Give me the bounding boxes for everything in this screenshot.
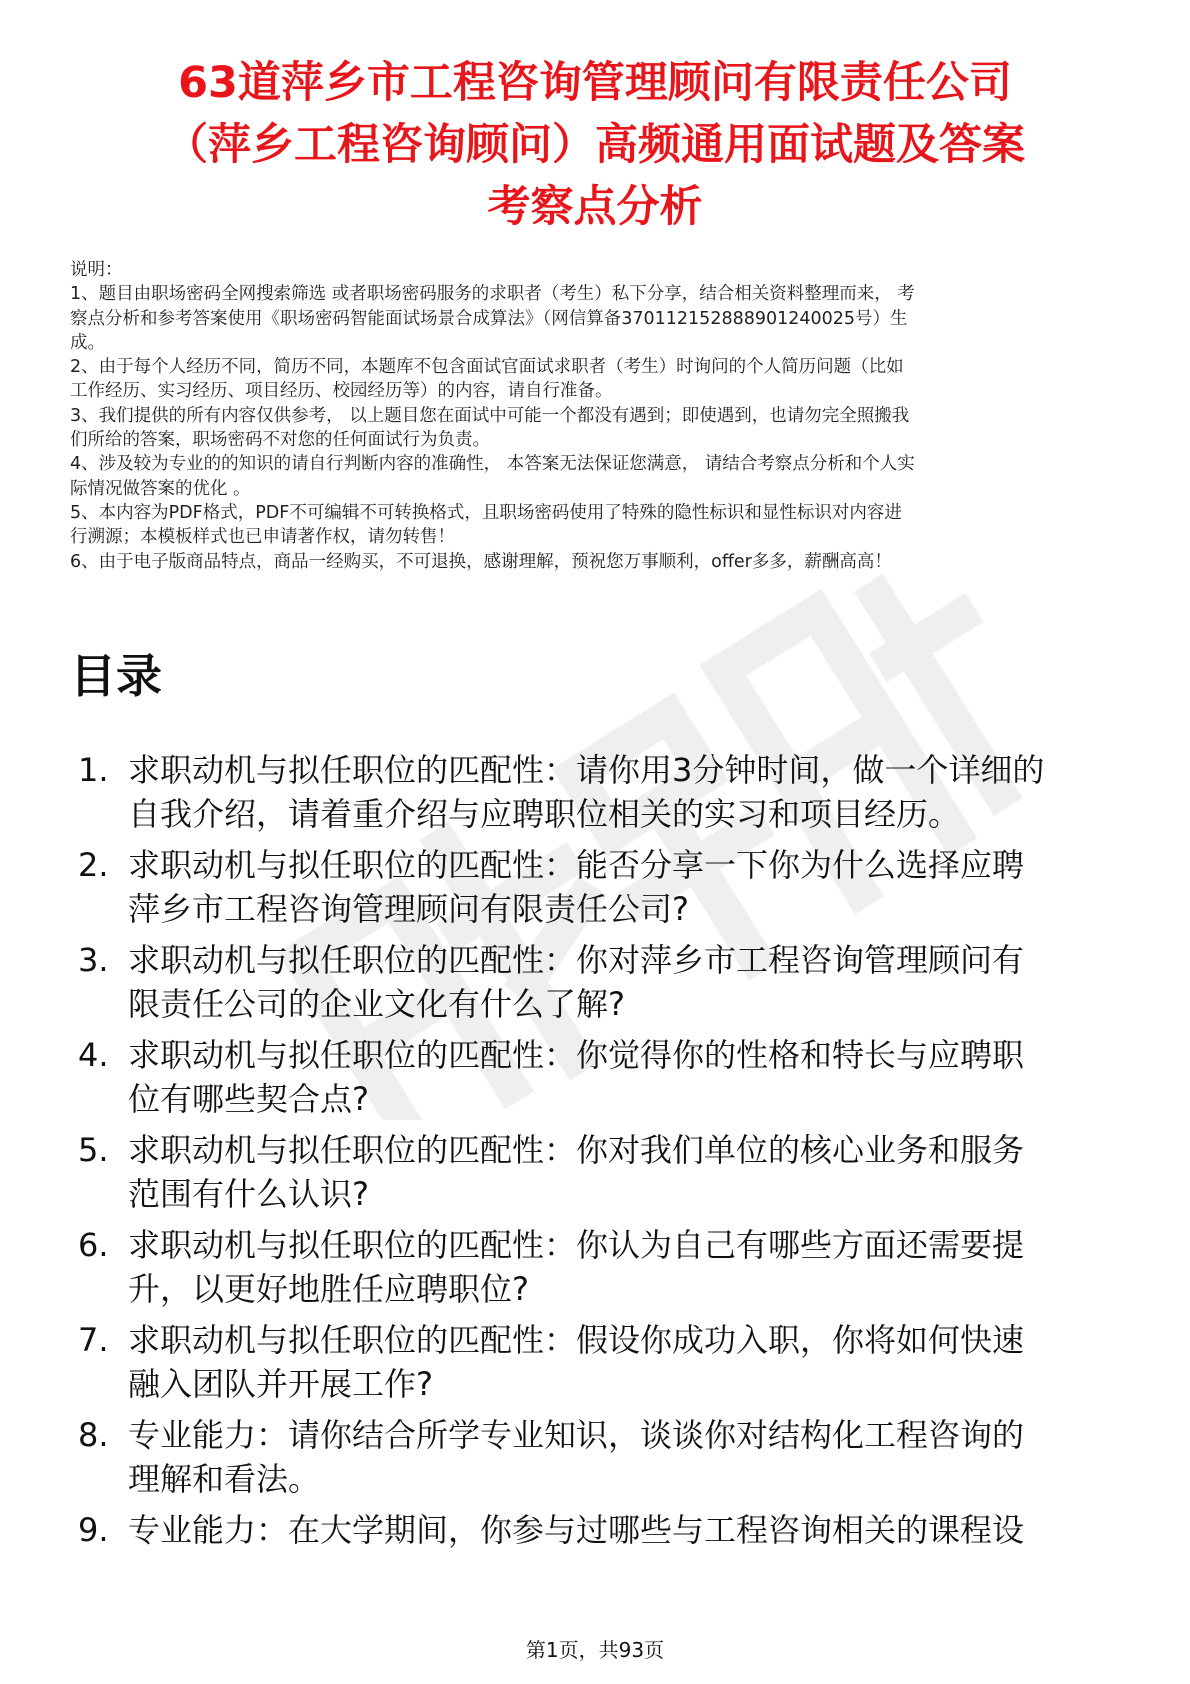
note-line: 6、由于电子版商品特点，商品一经购买，不可退换，感谢理解，预祝您万事顺利，offer多多，薪酬高高！	[70, 551, 892, 572]
toc-item-number: 4.	[78, 1036, 109, 1074]
toc-item-line: 求职动机与拟任职位的匹配性：你对我们单位的核心业务和服务	[128, 1131, 1025, 1169]
note-line: 1、题目由职场密码全网搜索筛选 或者职场密码服务的求职者（考生）私下分享，结合相关资料整理而来， 考	[70, 284, 915, 305]
toc-item-number: 6.	[78, 1226, 109, 1264]
title-line-1: 63道萍乡市工程咨询管理顾问有限责任公司	[178, 58, 1012, 108]
toc-item-7[interactable]	[70, 1318, 1130, 1413]
toc-item-line: 专业能力：在大学期间，你参与过哪些与工程咨询相关的课程设	[128, 1511, 1025, 1549]
toc-item-number: 8.	[78, 1416, 109, 1454]
toc-item-number: 7.	[78, 1321, 109, 1359]
note-line: 3、我们提供的所有内容仅供参考， 以上题目您在面试中可能一个都没有遇到；即使遇到，也请勿完全照搬我	[70, 405, 910, 426]
toc-item-text	[128, 1508, 1128, 1552]
toc-item-line: 融入团队并开展工作?	[128, 1365, 433, 1403]
toc-item-line: 理解和看法。	[128, 1460, 321, 1498]
toc-item-line: 范围有什么认识?	[128, 1175, 369, 1213]
toc-item-3[interactable]	[70, 938, 1130, 1033]
toc-item-text	[128, 1413, 1128, 1501]
note-line: 们所给的答案，职场密码不对您的任何面试行为负责。	[70, 430, 490, 451]
toc-item-text	[128, 1318, 1128, 1406]
toc-item-number: 2.	[78, 846, 109, 884]
toc-item-8[interactable]	[70, 1413, 1130, 1508]
notes-section	[70, 258, 1120, 574]
toc-item-line: 求职动机与拟任职位的匹配性：你觉得你的性格和特长与应聘职	[128, 1036, 1025, 1074]
note-line: 2、由于每个人经历不同，简历不同，本题库不包含面试官面试求职者（考生）时询问的个人简历问题（比如	[70, 357, 904, 378]
toc-item-line: 升，以更好地胜任应聘职位?	[128, 1270, 529, 1308]
toc-item-text	[128, 1128, 1128, 1216]
toc-item-number: 9.	[78, 1511, 109, 1549]
note-line: 说明：	[70, 260, 123, 280]
toc-item-text	[128, 1033, 1128, 1121]
title-line-3: 考察点分析	[487, 182, 703, 232]
note-line: 5、本内容为PDF格式，PDF不可编辑不可转换格式，且职场密码使用了特殊的隐性标识和显性标识对内容进	[70, 502, 902, 523]
toc-item-number: 5.	[78, 1131, 109, 1169]
toc-heading: 目录	[70, 649, 162, 703]
toc-item-6[interactable]	[70, 1223, 1130, 1318]
toc-item-text	[128, 843, 1128, 931]
toc-item-5[interactable]	[70, 1128, 1130, 1223]
toc-item-text	[128, 748, 1128, 836]
toc-item-1[interactable]	[70, 748, 1130, 843]
toc-item-line: 求职动机与拟任职位的匹配性：你认为自己有哪些方面还需要提	[128, 1226, 1025, 1264]
toc-item-number: 3.	[78, 941, 109, 979]
toc-item-text	[128, 1223, 1128, 1311]
toc-item-line: 求职动机与拟任职位的匹配性：假设你成功入职，你将如何快速	[128, 1321, 1025, 1359]
toc-item-9[interactable]	[70, 1508, 1130, 1603]
note-line: 工作经历、实习经历、项目经历、校园经历等）的内容，请自行准备。	[70, 381, 613, 402]
toc-item-line: 求职动机与拟任职位的匹配性：请你用3分钟时间，做一个详细的	[128, 751, 1045, 789]
note-line: 行溯源；本模板样式也已申请著作权，请勿转售！	[70, 527, 455, 548]
toc-item-line: 位有哪些契合点?	[128, 1080, 369, 1118]
note-line: 成。	[70, 332, 105, 353]
note-line: 际情况做答案的优化 。	[70, 478, 251, 499]
toc-item-number: 1.	[78, 751, 109, 789]
toc-item-line: 自我介绍，请着重介绍与应聘职位相关的实习和项目经历。	[128, 795, 961, 833]
page-number-footer: 第1页，共93页	[525, 1638, 665, 1662]
toc-item-text	[128, 938, 1128, 1026]
toc-item-line: 限责任公司的企业文化有什么了解?	[128, 985, 625, 1023]
toc-item-2[interactable]	[70, 843, 1130, 938]
document-title	[60, 52, 1130, 238]
toc-item-line: 萍乡市工程咨询管理顾问有限责任公司?	[128, 890, 689, 928]
toc-item-line: 求职动机与拟任职位的匹配性：你对萍乡市工程咨询管理顾问有	[128, 941, 1025, 979]
toc-item-line: 求职动机与拟任职位的匹配性：能否分享一下你为什么选择应聘	[128, 846, 1025, 884]
note-line: 4、涉及较为专业的的知识的请自行判断内容的准确性， 本答案无法保证您满意， 请结合考察点分析和个人实	[70, 454, 915, 475]
toc-list	[70, 748, 1130, 1603]
toc-item-4[interactable]	[70, 1033, 1130, 1128]
toc-item-line: 专业能力：请你结合所学专业知识，谈谈你对结构化工程咨询的	[128, 1416, 1025, 1454]
title-line-2: （萍乡工程咨询顾问）高频通用面试题及答案	[165, 120, 1025, 170]
note-line: 察点分析和参考答案使用《职场密码智能面试场景合成算法》（网信算备370112152888901240025号）生	[70, 308, 908, 329]
